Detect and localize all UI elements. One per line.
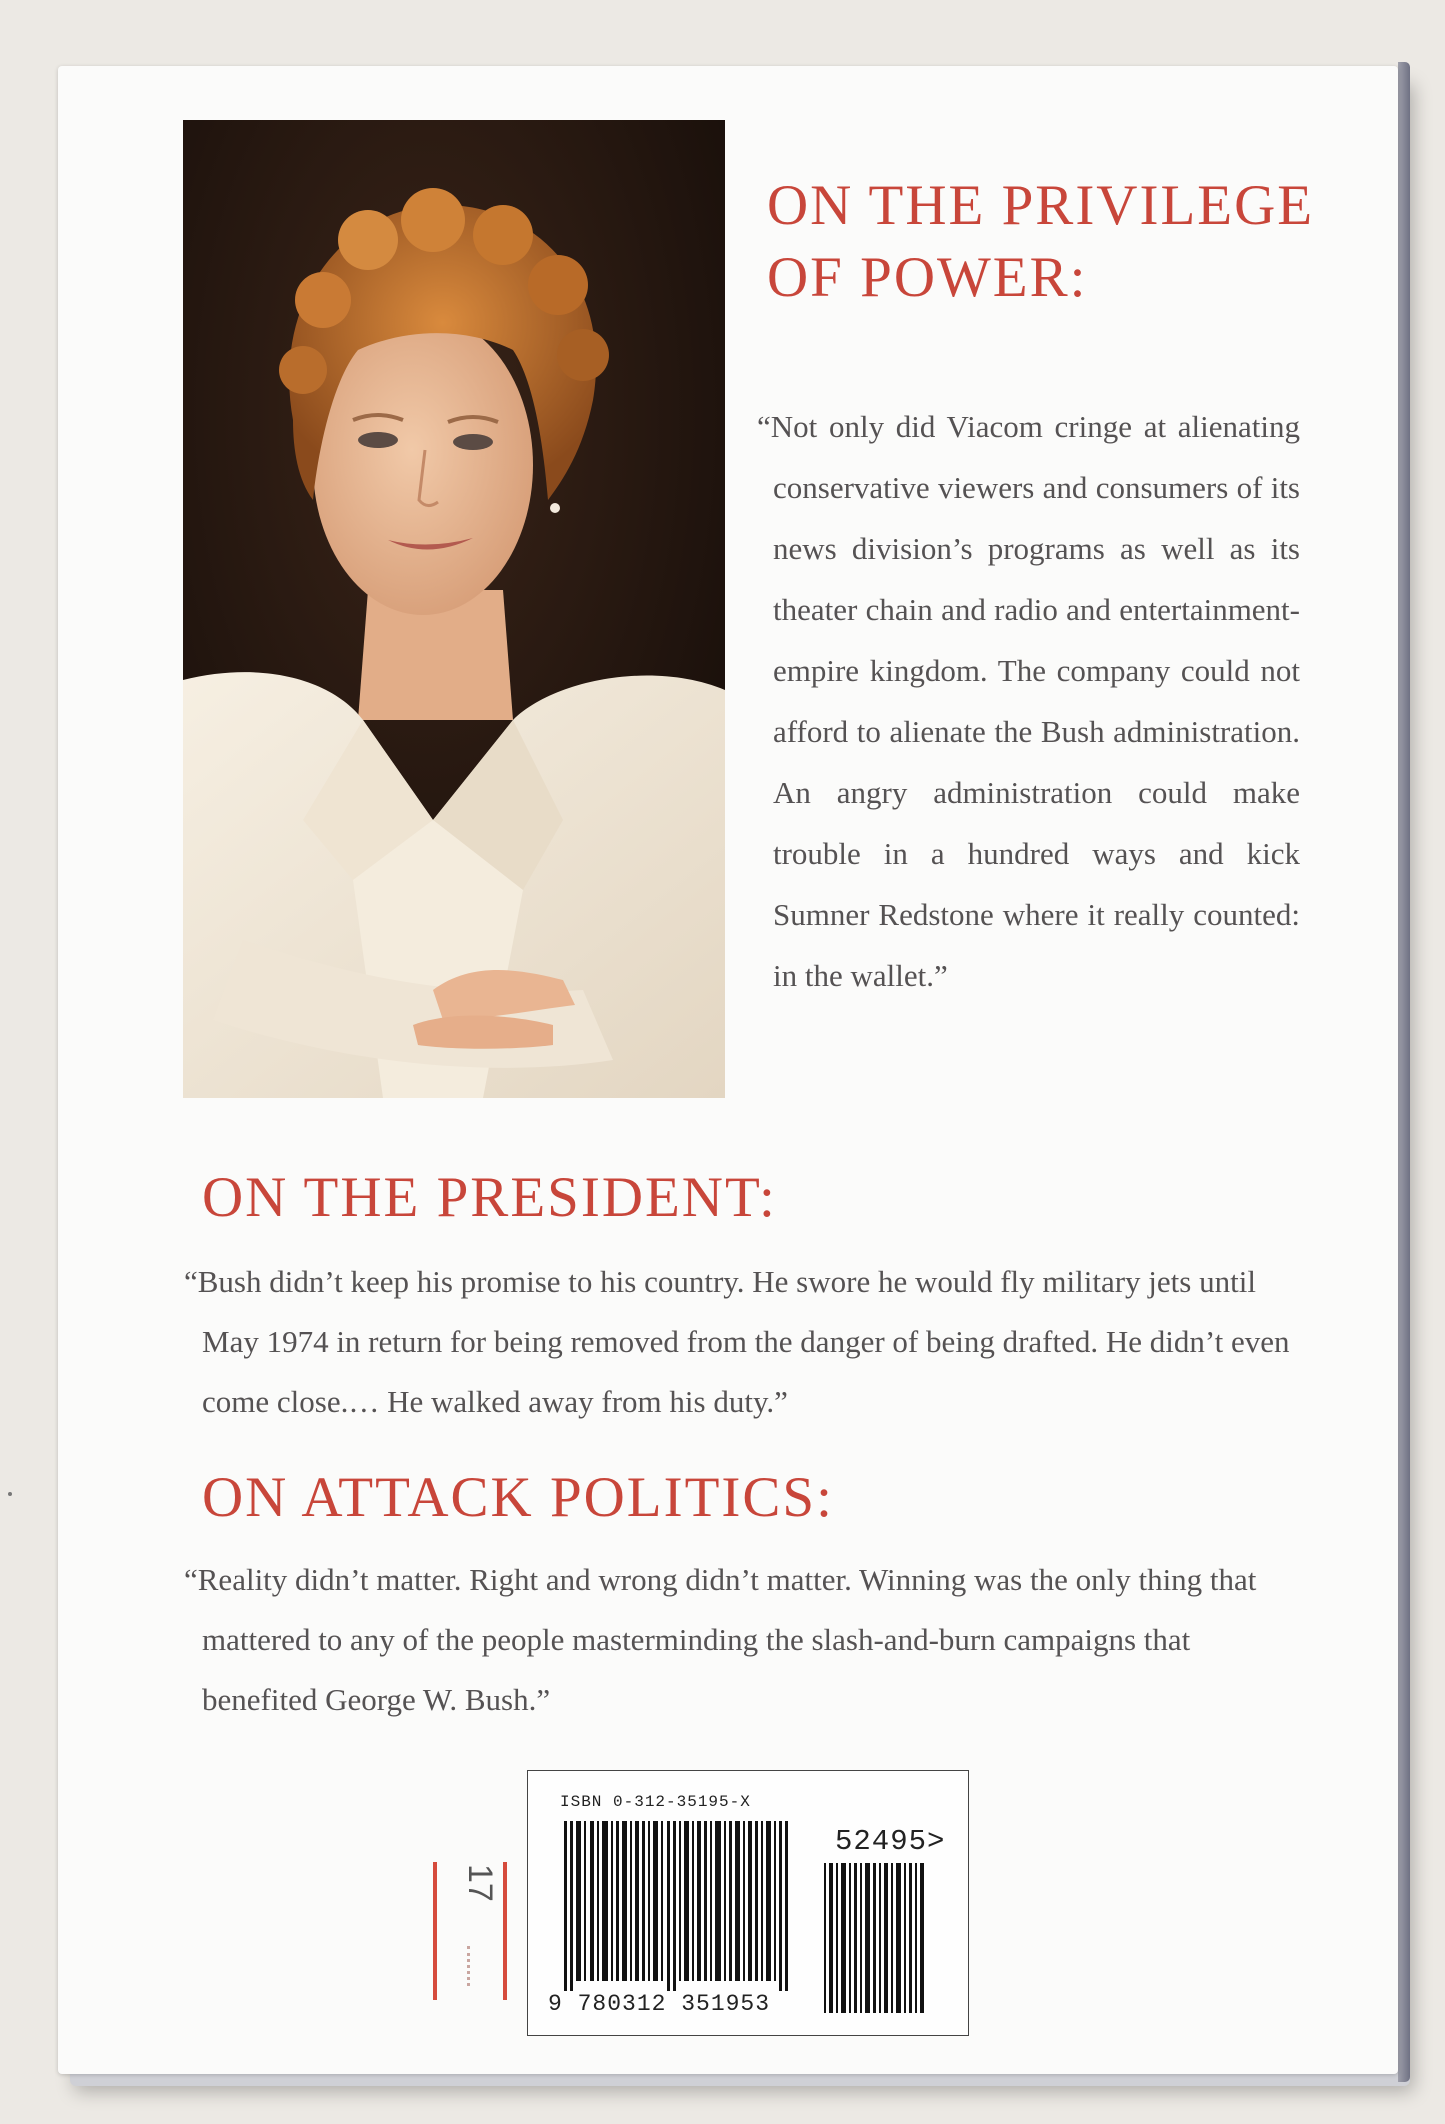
background-speck bbox=[8, 1492, 12, 1496]
heading-privilege-of-power: ON THE PRIVILEGE OF POWER: bbox=[767, 174, 1315, 309]
quote-privilege-of-power: “Not only did Viacom cringe at alienating conservative viewers and consumers of its news division’s programs as well as its theater chain and radio and entertainment-empire kingdom. The company could not afford to alienate the Bush administration. An angry administration could make trouble in a hundred ways and kick Sumner Redstone where it really counted: in the wallet.” bbox=[757, 409, 1300, 993]
sticker-number: 17 bbox=[461, 1864, 499, 1902]
addon-barcode-bars bbox=[824, 1863, 934, 2013]
heading-on-the-president: ON THE PRESIDENT: bbox=[202, 1166, 777, 1229]
ean-barcode-bars bbox=[564, 1821, 804, 1991]
isbn-text: ISBN 0-312-35195-X bbox=[560, 1793, 751, 1811]
quote-attack-politics: “Reality didn’t matter. Right and wrong didn’t matter. Winning was the only thing that mattered to any of the people masterminding the slash-and-burn campaigns that benefited George W. Bush.” bbox=[184, 1562, 1257, 1717]
library-sticker bbox=[423, 1842, 523, 2012]
sticker-dots bbox=[467, 1946, 473, 1986]
book-spine-edge bbox=[1398, 62, 1410, 2082]
sticker-right-stripe bbox=[503, 1862, 507, 2000]
price-code: 52495> bbox=[835, 1825, 946, 1858]
heading-attack-politics: ON ATTACK POLITICS: bbox=[202, 1466, 834, 1529]
author-portrait bbox=[183, 120, 725, 1098]
sticker-left-stripe bbox=[433, 1862, 437, 2000]
isbn-barcode bbox=[527, 1770, 969, 2036]
quote-on-the-president: “Bush didn’t keep his promise to his country. He swore he would fly military jets until May 1974 in return for being removed from the danger of being drafted. He didn’t even come close.… He walked away from his duty.” bbox=[184, 1264, 1290, 1419]
ean-number: 9 780312 351953 bbox=[548, 1991, 771, 2017]
